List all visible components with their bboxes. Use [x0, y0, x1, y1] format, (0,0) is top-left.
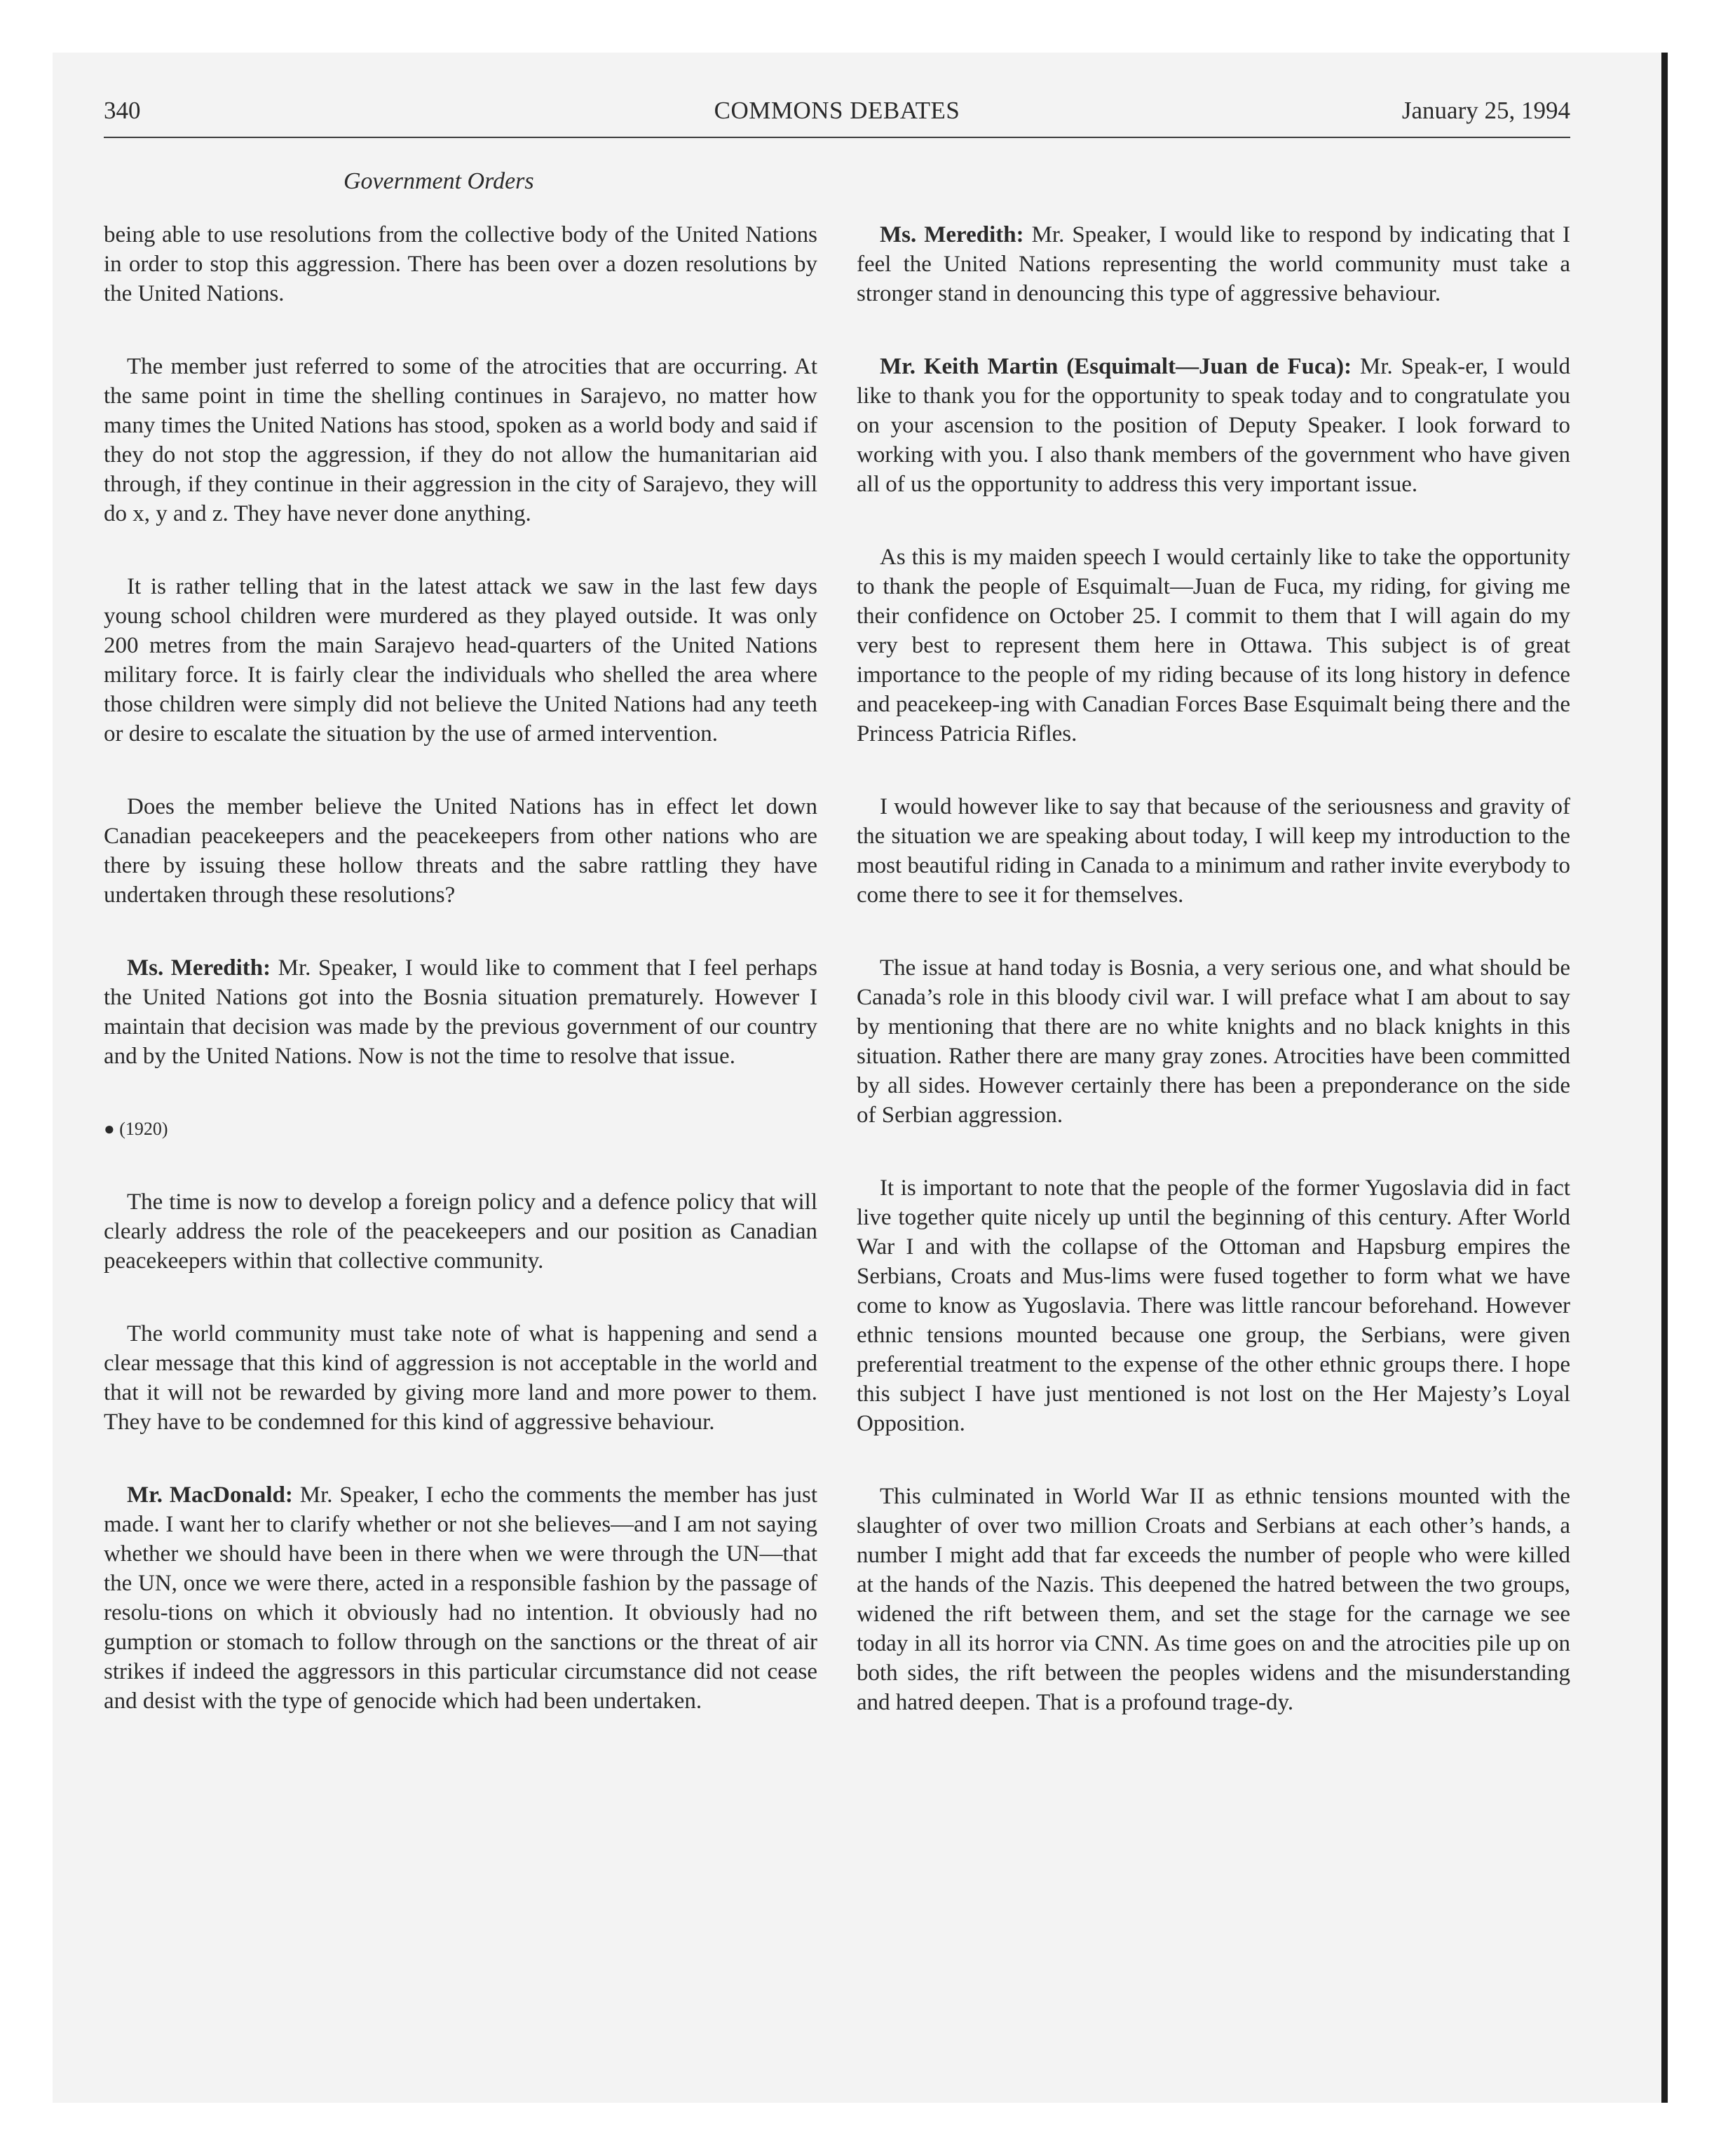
header-date: January 25, 1994	[1401, 97, 1570, 124]
speaker-name: Ms. Meredith:	[880, 222, 1024, 247]
paragraph: It is important to note that the people of the former Yugoslavia did in fact live together quite nicely up until the beginning of this century. After World War I and with the collapse of the Ottoman and Hapsburg empires the Serbians, Croats and Mus-lims were fused together to form what we have come to know as Yugoslavia. There was little rancour beforehand. However ethnic tensions mounted because one group, the Serbians, were given preferential treatment to the expense of the other ethnic groups there. I hope this subject I have just mentioned is not lost on the Her Majesty’s Loyal Opposition.	[857, 1175, 1570, 1436]
paragraph: It is rather telling that in the latest attack we saw in the last few days young school children were murdered as they played outside. It was only 200 metres from the main Sarajevo head-quarters of the United Nations military force. It is fairly clear the individuals who shelled the area where those children were simply did not believe the United Nations had any teeth or desire to escalate the situation by the use of armed intervention.	[104, 574, 817, 746]
section-label: Government Orders	[343, 168, 534, 194]
time-marker	[104, 1114, 817, 1144]
paragraph: Does the member believe the United Nations has in effect let down Canadian peacekeepers and the peacekeepers from other nations who are there by issuing these hollow threats and the sabre rattling they have undertaken through these resolutions?	[104, 794, 817, 908]
time-stamp: (1920)	[119, 1119, 168, 1139]
paragraph: The time is now to develop a foreign policy and a defence policy that will clearly address the role of the peacekeepers and our position as Canadian peacekeepers within that collective community.	[104, 1189, 817, 1274]
speech-paragraph	[104, 953, 817, 1071]
page-number: 340	[104, 97, 141, 124]
speech-text: Mr. Speaker, I would like to comment that I feel perhaps the United Nations got into the Bosnia situation prematurely. However I maintain that decision was made by the previous government of our country and by the United Nations. Now is not the time to resolve that issue.	[104, 955, 817, 1069]
publication-title: COMMONS DEBATES	[714, 97, 960, 124]
speech-paragraph	[104, 1480, 817, 1716]
paragraph: This culminated in World War II as ethnic tensions mounted with the slaughter of over two million Croats and Serbians at each other’s hands, a number I might add that far exceeds the number of people who were killed at the hands of the Nazis. This deepened the hatred between the two groups, widened the rift between them, and set the stage for the carnage we see today in all its horror via CNN. As time goes on and the atrocities pile up on both sides, the rift between the peoples widens and the misunderstanding and hatred deepen. That is a profound trage-dy.	[857, 1484, 1570, 1715]
speaker-name: Mr. Keith Martin (Esquimalt—Juan de Fuca):	[880, 354, 1352, 379]
speaker-name: Ms. Meredith:	[127, 955, 271, 981]
paragraph: The issue at hand today is Bosnia, a very serious one, and what should be Canada’s role in this bloody civil war. I will preface what I am about to say by mentioning that there are no white knights and no black knights in this situation. Rather there are many gray zones. Atrocities have been committed by all sides. However certainly there has been a preponderance on the side of Serbian aggression.	[857, 955, 1570, 1128]
speech-paragraph	[857, 220, 1570, 308]
speech-text: Mr. Speaker, I would like to respond by indicating that I feel the United Nations representing the world community must take a stronger stand in denouncing this type of aggressive behaviour.	[857, 222, 1570, 306]
speech-text: Mr. Speaker, I echo the comments the member has just made. I want her to clarify whether or not she believes—and I am not saying whether we should have been in there when we were through the UN—that the UN, once we were there, acted in a responsible fashion by the passage of resolu-tions on which it obviously had no intention. It obviously had no gumption or stomach to follow through on the sanctions or the threat of air strikes if indeed the aggressors in this particular circumstance did not cease and desist with the type of genocide which had been undertaken.	[104, 1482, 817, 1714]
speech-paragraph	[857, 352, 1570, 499]
paragraph: I would however like to say that because of the seriousness and gravity of the situation we are speaking about today, I will keep my introduction to the most beautiful riding in Canada to a minimum and rather invite everybody to come there to see it for themselves.	[857, 794, 1570, 908]
speech-text: Mr. Speak-er, I would like to thank you for the opportunity to speak today and to congratulate you on your ascension to the position of Deputy Speaker. I look forward to working with you. I also thank members of the government who have given all of us the opportunity to address this very important issue.	[857, 354, 1570, 497]
paragraph: The world community must take note of what is happening and send a clear message that this kind of aggression is not acceptable in the world and that it will not be rewarded by giving more land and more power to them. They have to be condemned for this kind of aggressive behaviour.	[104, 1321, 817, 1435]
paragraph: The member just referred to some of the atrocities that are occurring. At the same point in time the shelling continues in Sarajevo, no matter how many times the United Nations has stood, spoken as a world body and said if they do not stop the aggression, if they do not allow the humanitarian aid through, if they continue in their aggression in the city of Sarajevo, they will do x, y and z. They have never done anything.	[104, 354, 817, 526]
right-column	[857, 220, 1570, 1717]
left-column	[104, 220, 817, 1716]
header-rule	[104, 137, 1570, 138]
bullet-icon: ●	[104, 1119, 115, 1139]
paragraph: being able to use resolutions from the collective body of the United Nations in order to stop this aggression. There has been over a dozen resolutions by the United Nations.	[104, 222, 817, 306]
page-edge-shadow	[1661, 53, 1668, 2103]
paragraph: As this is my maiden speech I would certainly like to take the opportunity to thank the people of Esquimalt—Juan de Fuca, my riding, for giving me their confidence on October 25. I commit to them that I will again do my very best to represent them here in Ottawa. This subject is of great importance to the people of my riding because of its long history in defence and peacekeep-ing with Canadian Forces Base Esquimalt being there and the Princess Patricia Rifles.	[857, 545, 1570, 746]
speaker-name: Mr. MacDonald:	[127, 1482, 293, 1508]
